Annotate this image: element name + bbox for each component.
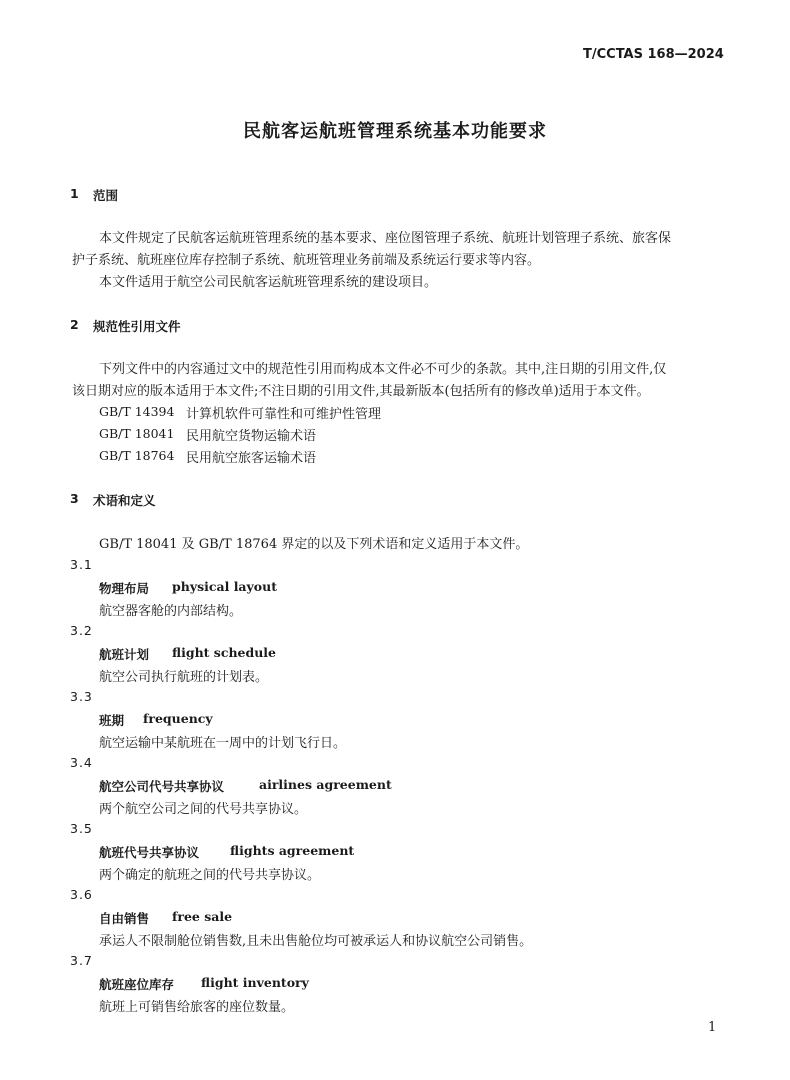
term-number: 3.5 [70,821,93,836]
term-definition: 两个确定的航班之间的代号共享协议。 [99,868,321,883]
reference-code: GB/T 18764 [99,448,175,463]
section-2-para-1-line-1: 下列文件中的内容通过文中的规范性引用而构成本文件必不可少的条款。其中,注日期的引用文件,仅 [99,362,667,377]
term-definition: 承运人不限制舱位销售数,且未出售舱位均可被承运人和协议航空公司销售。 [99,934,533,949]
section-3-title: 术语和定义 [93,493,156,508]
term-number: 3.2 [70,623,93,638]
term-english: flight inventory [201,975,309,990]
term-number: 3.6 [70,887,93,902]
term-name: 航班计划 [99,647,150,662]
document-title: 民航客运航班管理系统基本功能要求 [243,121,547,142]
term-name: 航空公司代号共享协议 [99,779,225,794]
section-2-para-1-line-2: 该日期对应的版本适用于本文件;不注日期的引用文件,其最新版本(包括所有的修改单)适用于本文件。 [72,384,650,399]
section-1-para-1-line-1: 本文件规定了民航客运航班管理系统的基本要求、座位图管理子系统、航班计划管理子系统、旅客保 [99,231,672,246]
section-2-number: 2 [70,317,79,332]
reference-code: GB/T 14394 [99,404,175,419]
page-number: 1 [708,1020,717,1035]
term-english: airlines agreement [259,777,392,792]
section-3-intro: GB/T 18041 及 GB/T 18764 界定的以及下列术语和定义适用于本文件。 [99,537,529,552]
term-name: 物理布局 [99,581,150,596]
term-definition: 航班上可销售给旅客的座位数量。 [99,1000,295,1015]
reference-code: GB/T 18041 [99,426,175,441]
section-1-number: 1 [70,186,79,201]
section-1-para-2: 本文件适用于航空公司民航客运航班管理系统的建设项目。 [99,275,438,290]
reference-name: 民用航空旅客运输术语 [186,451,317,466]
section-1-title: 范围 [93,188,119,203]
section-2-title: 规范性引用文件 [93,319,181,334]
term-english: flight schedule [172,645,277,660]
term-definition: 航空运输中某航班在一周中的计划飞行日。 [99,736,347,751]
term-english: free sale [172,909,233,924]
term-definition: 航空器客舱的内部结构。 [99,604,243,619]
term-definition: 航空公司执行航班的计划表。 [99,670,269,685]
term-english: frequency [143,711,213,726]
term-name: 航班座位库存 [99,977,175,992]
term-number: 3.4 [70,755,93,770]
term-number: 3.7 [70,953,93,968]
term-english: physical layout [172,579,277,594]
term-name: 航班代号共享协议 [99,845,200,860]
term-name: 班期 [99,713,125,728]
reference-name: 民用航空货物运输术语 [186,429,317,444]
term-number: 3.1 [70,557,93,572]
term-english: flights agreement [230,843,355,858]
term-name: 自由销售 [99,911,150,926]
section-1-para-1-line-2: 护子系统、航班座位库存控制子系统、航班管理业务前端及系统运行要求等内容。 [72,253,541,268]
term-number: 3.3 [70,689,93,704]
reference-name: 计算机软件可靠性和可维护性管理 [186,407,382,422]
section-3-number: 3 [70,491,79,506]
standard-code: T/CCTAS 168—2024 [583,47,724,62]
term-definition: 两个航空公司之间的代号共享协议。 [99,802,308,817]
